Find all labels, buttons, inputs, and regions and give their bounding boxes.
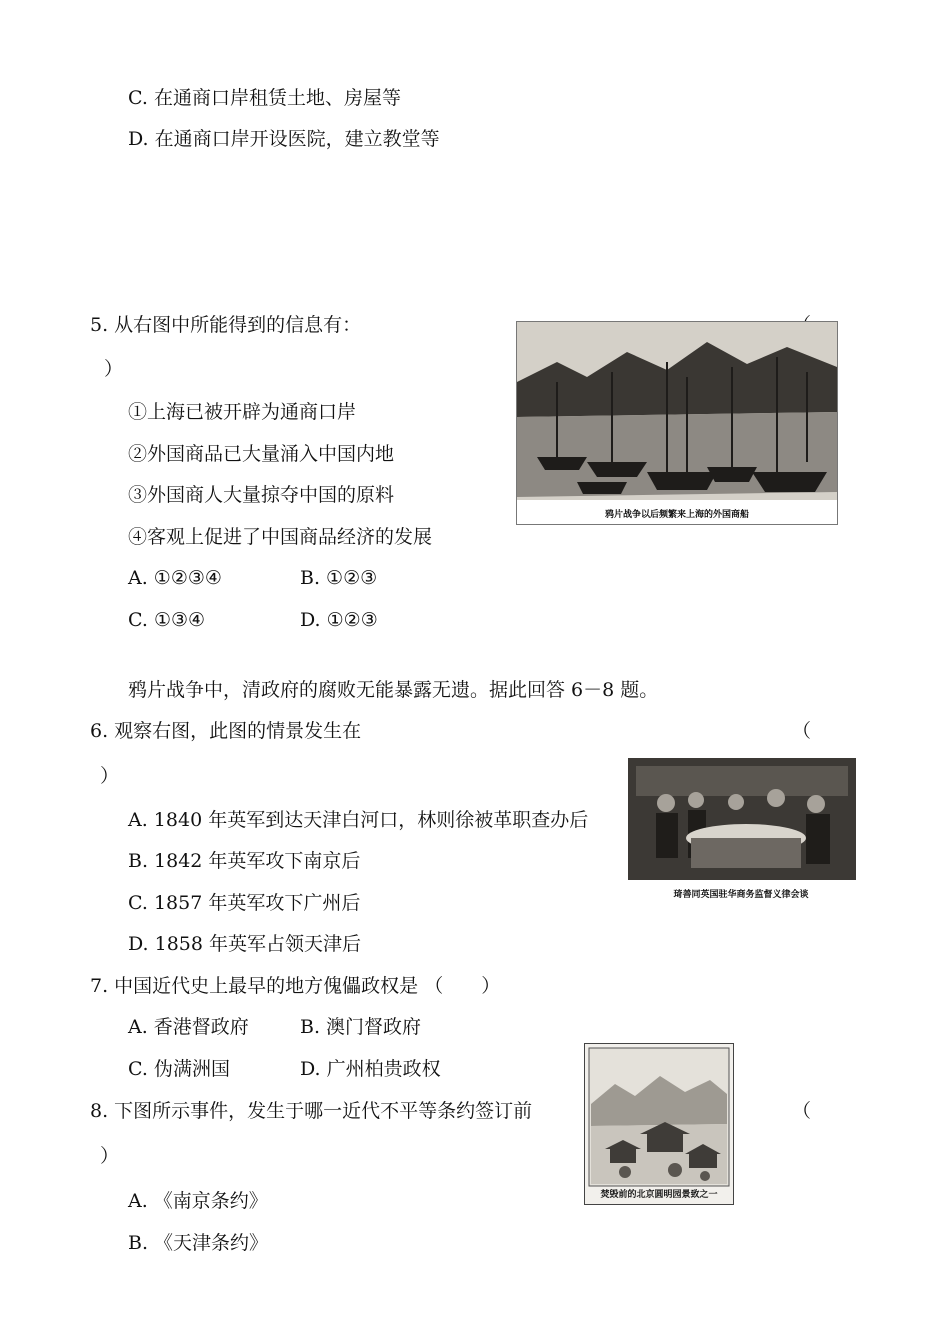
q8-option-b: B. 《天津条约》: [128, 1232, 269, 1254]
q5-item-4: ④客观上促进了中国商品经济的发展: [128, 526, 433, 548]
q7-option-a: A. 香港督政府: [128, 1016, 249, 1038]
q8-paren-open: （: [792, 1100, 812, 1122]
q7-option-b: B. 澳门督政府: [300, 1016, 422, 1038]
q5-paren-close: ）: [104, 358, 124, 380]
q6-option-d: D. 1858 年英军占领天津后: [128, 933, 362, 955]
q5-option-a: A. ①②③④: [128, 567, 222, 589]
q5-figure-ships: [516, 321, 838, 525]
q6-option-b: B. 1842 年英军攻下南京后: [128, 850, 361, 872]
q6-stem: 6. 观察右图，此图的情景发生在: [90, 720, 362, 742]
q7-stem: 7. 中国近代史上最早的地方傀儡政权是 （ ）: [90, 975, 501, 997]
q5-item-3: ③外国商人大量掠夺中国的原料: [128, 484, 395, 506]
q8-figure-caption: 焚毁前的北京圆明园景致之一: [600, 1190, 718, 1200]
q6-figure-caption: 琦善同英国驻华商务监督义律会谈: [673, 890, 809, 900]
q5-figure-caption: 鸦片战争以后频繁来上海的外国商船: [604, 510, 749, 520]
q5-stem: 5. 从右图中所能得到的信息有：: [90, 314, 362, 336]
q5-item-1: ①上海已被开辟为通商口岸: [128, 401, 357, 423]
intro-6-8: 鸦片战争中，清政府的腐败无能暴露无遗。据此回答 6－8 题。: [128, 679, 659, 701]
q6-paren-open: （: [792, 720, 812, 742]
q8-paren-close: ）: [100, 1145, 120, 1167]
q6-option-c: C. 1857 年英军攻下广州后: [128, 892, 361, 914]
meeting-illustration: [626, 758, 856, 904]
q8-option-a: A. 《南京条约》: [128, 1190, 268, 1212]
q5-option-d: D. ①②③: [300, 609, 378, 631]
q4-option-c: C. 在通商口岸租赁土地、房屋等: [128, 87, 401, 109]
q6-paren-close: ）: [100, 765, 120, 787]
garden-illustration: [585, 1044, 733, 1204]
q4-option-d: D. 在通商口岸开设医院，建立教堂等: [128, 128, 440, 150]
q6-figure-meeting: [626, 758, 856, 904]
q8-figure-yuanmingyuan: [584, 1043, 734, 1205]
q5-option-c: C. ①③④: [128, 609, 206, 631]
q8-stem: 8. 下图所示事件，发生于哪一近代不平等条约签订前: [90, 1100, 533, 1122]
q5-item-2: ②外国商品已大量涌入中国内地: [128, 443, 395, 465]
q5-option-b: B. ①②③: [300, 567, 378, 589]
q6-option-a: A. 1840 年英军到达天津白河口，林则徐被革职查办后: [128, 809, 589, 831]
q7-option-d: D. 广州柏贵政权: [300, 1058, 441, 1080]
q7-option-c: C. 伪满洲国: [128, 1058, 230, 1080]
ships-illustration: [517, 322, 837, 524]
